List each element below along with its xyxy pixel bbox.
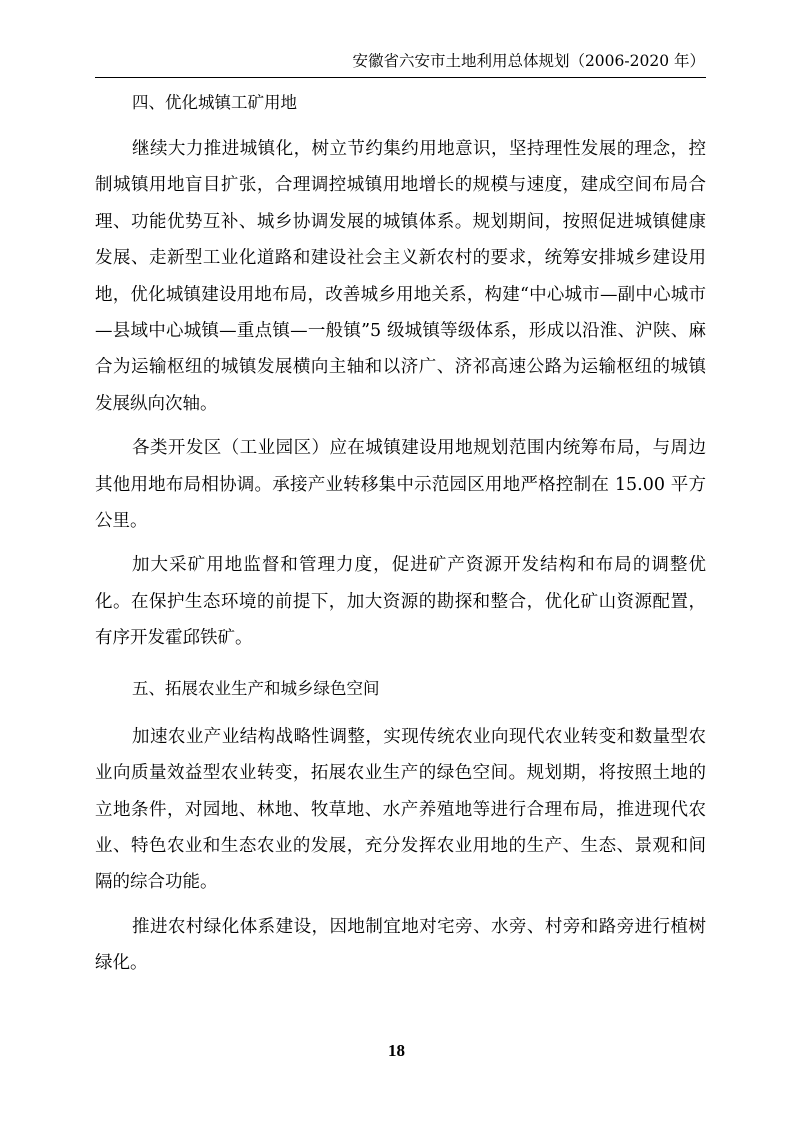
section-4-paragraph-3: 加大采矿用地监督和管理力度，促进矿产资源开发结构和布局的调整优化。在保护生态环境的前提下，加大资源的勘探和整合，优化矿山资源配置，有序开发霍邱铁矿。 [95, 555, 706, 649]
section-4-paragraph-1: 继续大力推进城镇化，树立节约集约用地意识，坚持理性发展的理念，控制城镇用地盲目扩张，合理调控城镇用地增长的规模与速度，建成空间布局合理、功能优势互补、城乡协调发展的城镇体系。规划期间，按照促进城镇健康发展、走新型工业化道路和建设社会主义新农村的要求，统筹安排城乡建设用地，优化城镇建设用地布局，改善城乡用地关系，构建“中心城市—副中心城市—县域中心城镇—重点镇—一般镇”5 级城镇等级体系，形成以沿淮、沪陕、麻合为运输枢纽的城镇发展横向主轴和以济广、济祁高速公路为运输枢纽的城镇发展纵向次轴。 [95, 139, 706, 414]
section-heading-4: 四、优化城镇工矿用地 [132, 93, 297, 112]
header-divider [95, 77, 706, 78]
section-5-paragraph-1: 加速农业产业结构战略性调整，实现传统农业向现代农业转变和数量型农业向质量效益型农业转变，拓展农业生产的绿色空间。规划期，将按照土地的立地条件，对园地、林地、牧草地、水产养殖地等进行合理布局，推进现代农业、特色农业和生态农业的发展，充分发挥农业用地的生产、生态、景观和间隔的综合功能。 [95, 726, 706, 893]
page-number: 18 [388, 1041, 405, 1060]
section-5-paragraph-2: 推进农村绿化体系建设，因地制宜地对宅旁、水旁、村旁和路旁进行植树绿化。 [95, 916, 706, 974]
page-body [95, 89, 706, 982]
running-header-title: 安徽省六安市土地利用总体规划（2006-2020 年） [352, 52, 705, 70]
section-4-paragraph-2: 各类开发区（工业园区）应在城镇建设用地规划范围内统筹布局，与周边其他用地布局相协调。承接产业转移集中示范园区用地严格控制在 15.00 平方公里。 [95, 438, 706, 532]
section-heading-5: 五、拓展农业生产和城乡绿色空间 [132, 678, 380, 698]
